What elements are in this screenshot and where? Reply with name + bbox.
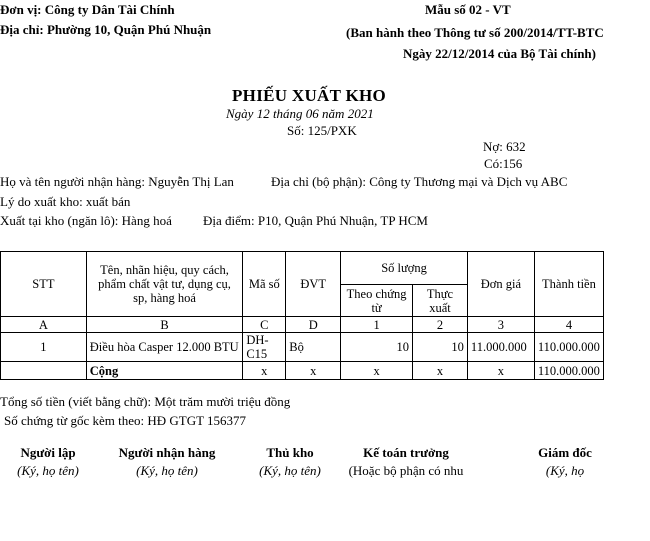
circular-date: Ngày 22/12/2014 của Bộ Tài chính): [403, 46, 596, 61]
document-title: PHIẾU XUẤT KHO: [232, 86, 387, 105]
total-code: x: [243, 362, 286, 380]
index-cell: D: [286, 317, 341, 333]
total-label: Cộng: [86, 362, 243, 380]
total-row: [1, 362, 604, 380]
document-date: Ngày 12 tháng 06 năm 2021: [226, 106, 374, 121]
signature-title: Giám đốc: [538, 445, 592, 460]
index-cell: 4: [534, 317, 603, 333]
index-cell: 2: [413, 317, 468, 333]
credit-account: Có:156: [484, 156, 523, 171]
signature-title: Kế toán trưởng: [363, 445, 449, 460]
signature-storekeeper: [250, 445, 330, 479]
item-stt: 1: [1, 333, 87, 362]
signature-note: (Ký, họ tên): [17, 463, 79, 478]
index-cell: B: [86, 317, 243, 333]
total-in-words: Tổng số tiền (viết bằng chữ): Một trăm mười triệu đồng: [0, 394, 291, 409]
circular-reference: (Ban hành theo Thông tư số 200/2014/TT-BTC: [346, 25, 604, 40]
item-name: Điều hòa Casper 12.000 BTU: [86, 333, 243, 362]
signature-note: (Ký, họ tên): [259, 463, 321, 478]
total-qty-actual: x: [413, 362, 468, 380]
item-amount: 110.000.000: [534, 333, 603, 362]
index-cell: 3: [467, 317, 534, 333]
index-cell: A: [1, 317, 87, 333]
signature-note: (Ký, họ tên): [136, 463, 198, 478]
header-qty-actual: Thực xuất: [413, 285, 468, 317]
signature-title: Thủ kho: [266, 445, 314, 460]
company-address: Địa chỉ: Phường 10, Quận Phú Nhuận: [0, 22, 212, 37]
header-item-name: Tên, nhãn hiệu, quy cách, phẩm chất vật tư, dụng cụ, sp, hàng hoá: [86, 252, 243, 317]
header-amount: Thành tiền: [534, 252, 603, 317]
item-unit: Bộ: [286, 333, 341, 362]
header-unit-price: Đơn giá: [467, 252, 534, 317]
document-number: Số: 125/PXK: [287, 123, 357, 138]
item-code: DH-C15: [243, 333, 286, 362]
total-stt-empty: [1, 362, 87, 380]
total-unit-price: x: [467, 362, 534, 380]
export-reason: Lý do xuất kho: xuất bán: [0, 194, 131, 209]
item-unit-price: 11.000.000: [467, 333, 534, 362]
signature-preparer: [8, 445, 88, 479]
total-amount: 110.000.000: [534, 362, 603, 380]
signature-title: Người lập: [20, 445, 76, 460]
signature-note: (Hoặc bộ phận có nhu: [348, 463, 464, 478]
receiver-name: Họ và tên người nhận hàng: Nguyễn Thị Lan: [0, 174, 234, 189]
item-qty-actual: 10: [413, 333, 468, 362]
warehouse: Xuất tại kho (ngăn lô): Hàng hoá: [0, 213, 172, 228]
department-address: Địa chỉ (bộ phận): Công ty Thương mại và Dịch vụ ABC: [271, 174, 568, 189]
header-stt: STT: [1, 252, 87, 317]
index-cell: 1: [341, 317, 413, 333]
total-unit: x: [286, 362, 341, 380]
header-quantity: Số lượng: [341, 252, 468, 285]
company-unit: Đơn vị: Công ty Dân Tài Chính: [0, 2, 175, 17]
signature-title: Người nhận hàng: [118, 445, 216, 460]
export-items-table: [0, 251, 604, 380]
form-number: Mẫu số 02 - VT: [425, 2, 511, 17]
item-qty-document: 10: [341, 333, 413, 362]
header-code: Mã số: [243, 252, 286, 317]
attached-documents: Số chứng từ gốc kèm theo: HĐ GTGT 156377: [4, 413, 247, 428]
table-row: [1, 333, 604, 362]
signature-chief-accountant: [341, 445, 471, 479]
location: Địa điểm: P10, Quận Phú Nhuận, TP HCM: [203, 213, 428, 228]
debit-account: Nợ: 632: [483, 139, 526, 154]
header-qty-by-document: Theo chứng từ: [341, 285, 413, 317]
signature-receiver: [112, 445, 222, 479]
index-row: [1, 317, 604, 333]
signature-note: (Ký, họ: [545, 463, 585, 478]
signature-director: [525, 445, 605, 479]
total-qty-document: x: [341, 362, 413, 380]
header-unit: ĐVT: [286, 252, 341, 317]
index-cell: C: [243, 317, 286, 333]
